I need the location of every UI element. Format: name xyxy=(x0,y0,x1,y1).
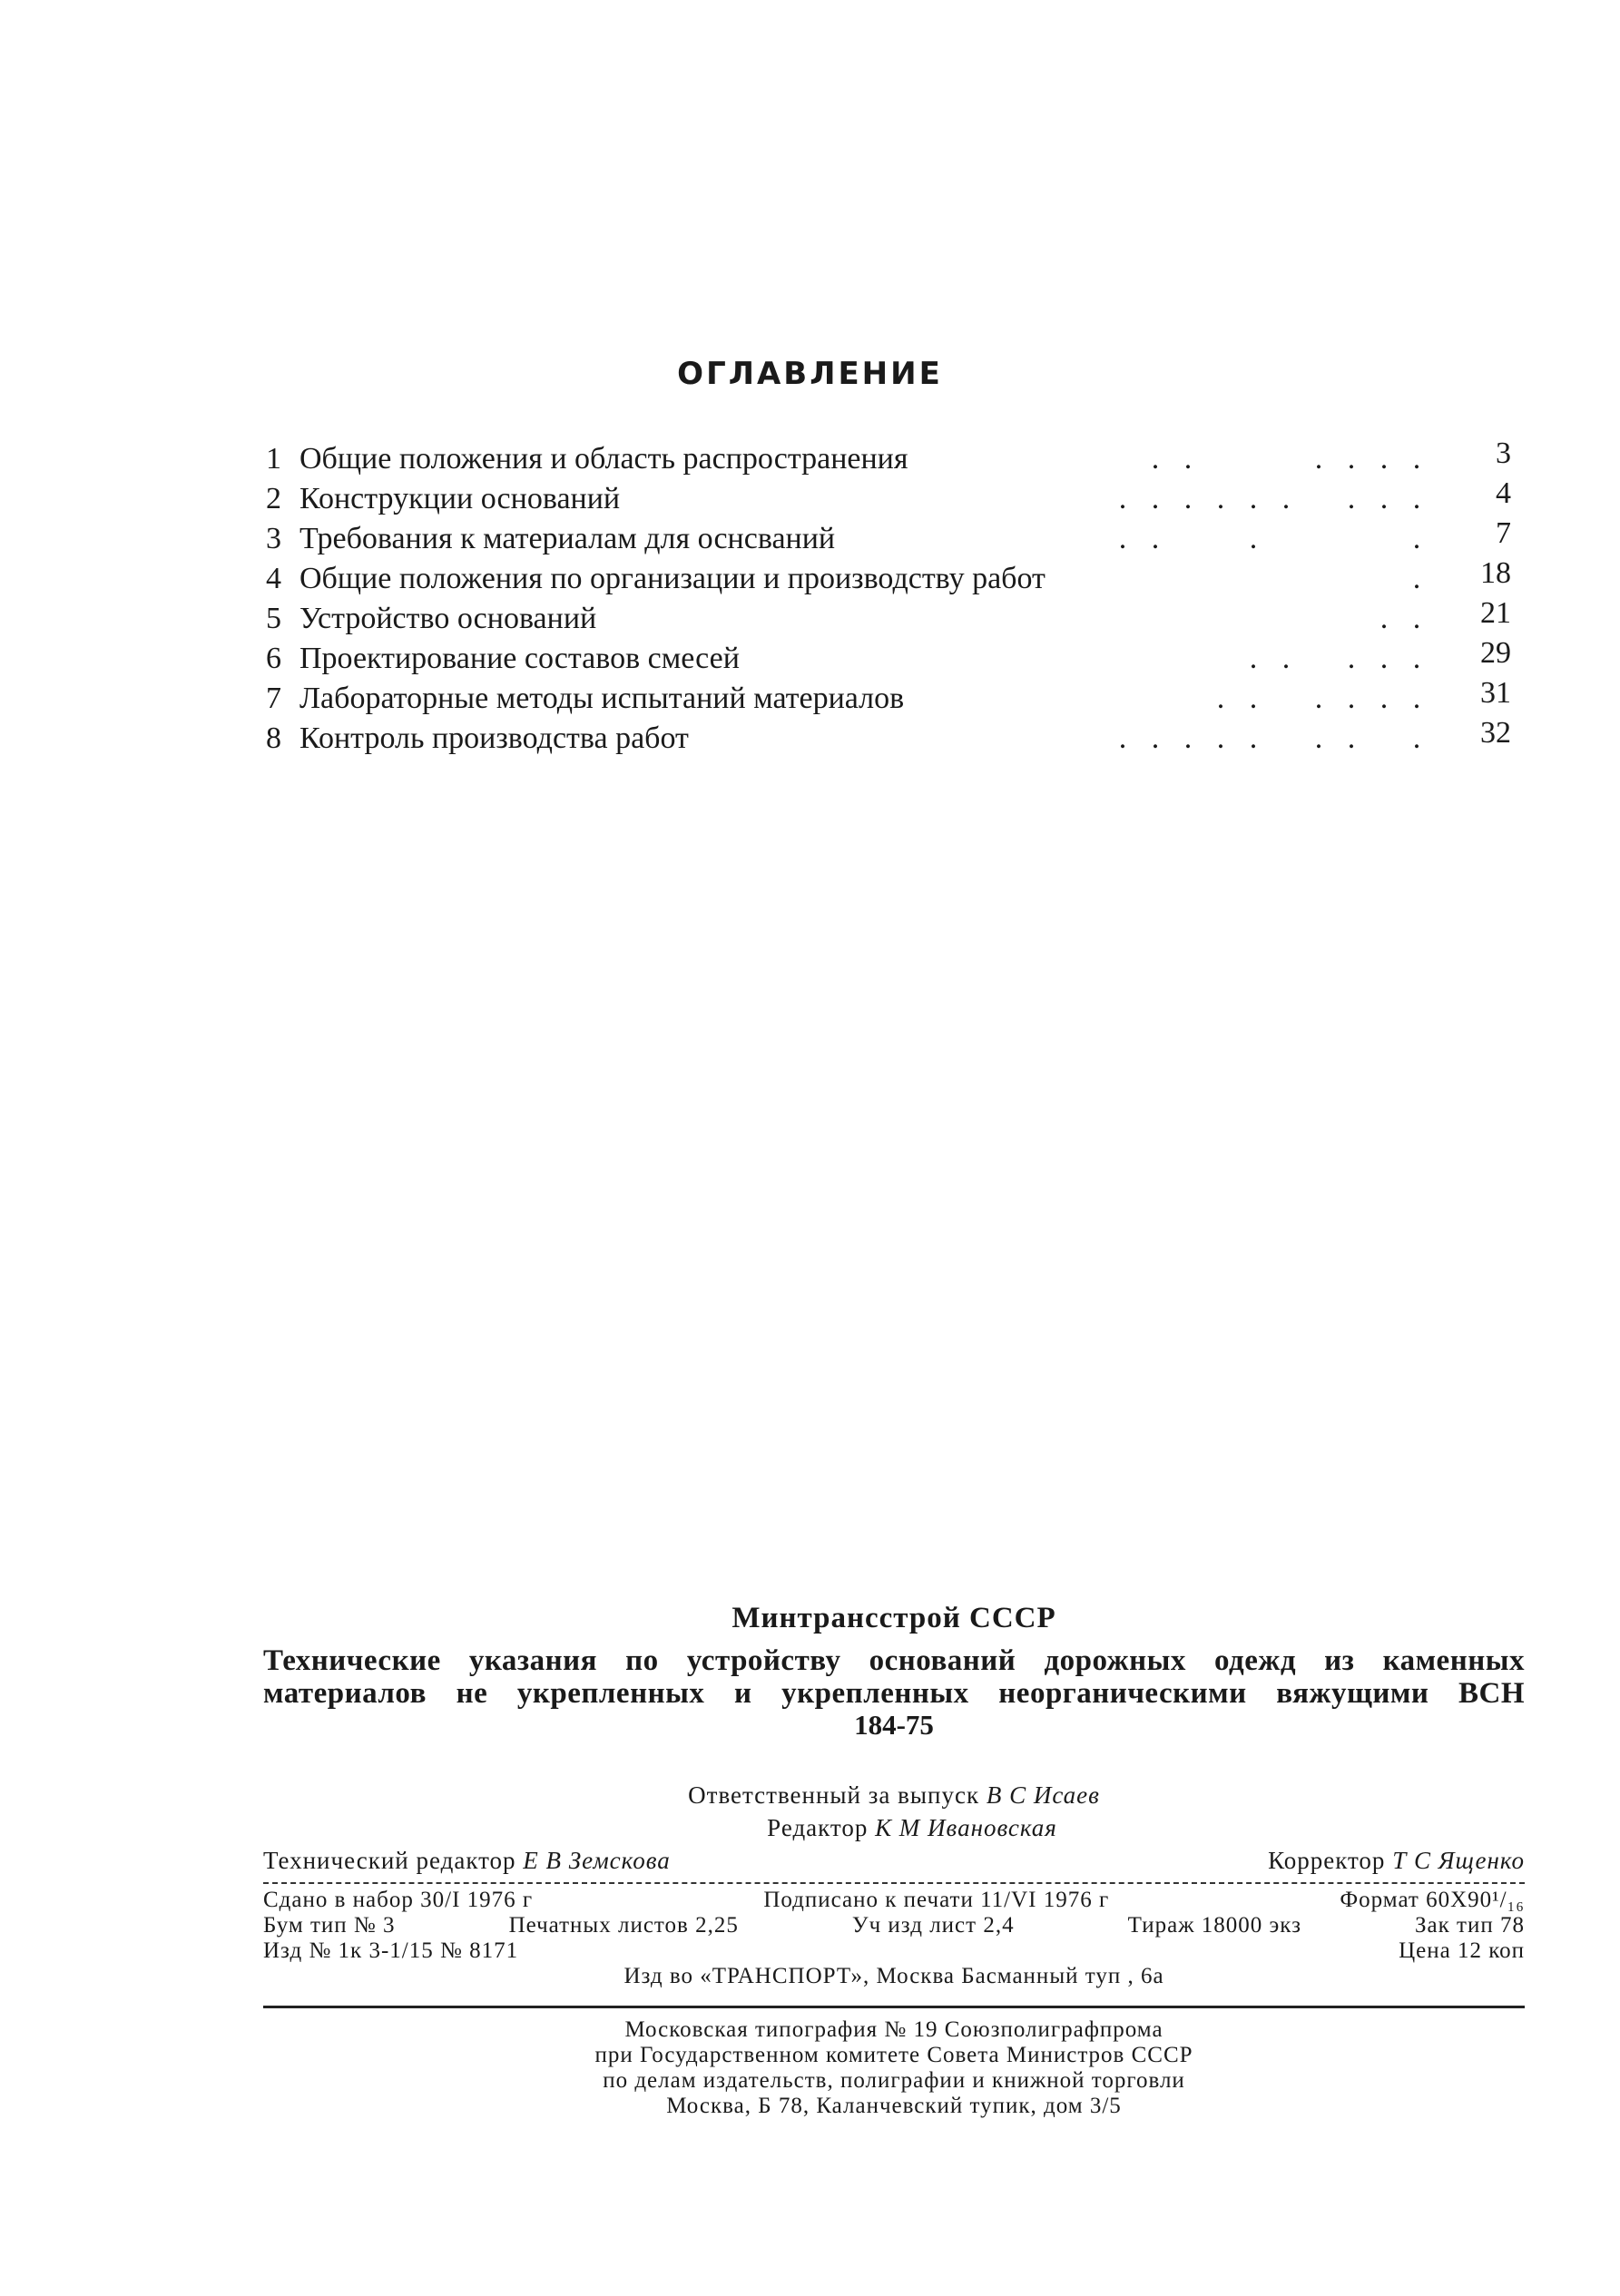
toc-item-number: 4 xyxy=(266,562,281,595)
toc-item-page: 32 xyxy=(1480,716,1511,750)
spec-edition-number: Изд № 1к 3-1/15 № 8171 xyxy=(263,1938,519,1963)
divider-solid xyxy=(263,2006,1525,2008)
toc-item-title: Устройство оснований xyxy=(299,602,597,635)
toc-leader-dots: . . . . xyxy=(1118,522,1421,555)
spec-line-2 xyxy=(263,1913,1525,1938)
toc-leader-dots: . xyxy=(1412,562,1421,595)
tech-editor-proofreader-line xyxy=(263,1844,1525,1877)
ministry-name: Минтрансстрой СССР xyxy=(731,1602,1056,1634)
responsible-name: В С Исаев xyxy=(986,1781,1100,1809)
toc-item xyxy=(254,596,1511,639)
proofreader xyxy=(1268,1844,1525,1877)
toc-item-title: Контроль производства работ xyxy=(299,721,689,755)
tech-editor-name: Е В Земскова xyxy=(523,1847,671,1874)
printer-line-1: Московская типография № 19 Союзполиграфпрома xyxy=(624,2017,1163,2042)
toc-item-number: 7 xyxy=(266,682,281,715)
imprint xyxy=(263,1602,1525,2119)
toc-item-title: Общие положения и область распространения xyxy=(299,442,908,476)
spec-price: Цена 12 коп xyxy=(1399,1938,1525,1963)
spec-line-1 xyxy=(263,1888,1525,1913)
toc-item-title: Конструкции оснований xyxy=(299,482,621,515)
toc-item-page: 18 xyxy=(1480,556,1511,590)
spec-publisher-sheets: Уч изд лист 2,4 xyxy=(851,1913,1015,1938)
toc-item xyxy=(254,676,1511,719)
spec-signed-date: Подписано к печати 11/VI 1976 г xyxy=(763,1888,1110,1912)
proofreader-name: Т С Ященко xyxy=(1392,1847,1525,1874)
spec-line-3 xyxy=(263,1938,1525,1964)
print-specs xyxy=(263,1888,1525,1989)
tech-editor-label: Технический редактор xyxy=(263,1847,516,1874)
printer-info xyxy=(263,2017,1525,2119)
editor-name: К М Ивановская xyxy=(875,1814,1057,1841)
responsible-line xyxy=(263,1779,1525,1811)
document-title-line-2: материалов не укрепленных и укрепленных неорганическими вяжущими ВСН xyxy=(263,1677,1525,1710)
spec-typeset-date: Сдано в набор 30/I 1976 г xyxy=(263,1888,534,1912)
spec-order: Зак тип 78 xyxy=(1415,1913,1525,1938)
toc-item xyxy=(254,716,1511,759)
toc-item-page: 21 xyxy=(1480,596,1511,630)
spec-paper: Бум тип № 3 xyxy=(263,1913,396,1938)
spec-print-run: Тираж 18000 экз xyxy=(1127,1913,1301,1938)
spec-format: Формат 60Х90¹/₁₆ xyxy=(1340,1888,1525,1912)
divider-dashed xyxy=(263,1882,1525,1884)
document-title-line-1: Технические указания по устройству оснований дорожных одежд из каменных xyxy=(263,1644,1525,1677)
toc-item-number: 1 xyxy=(266,442,281,476)
toc-item-title: Проектирование составов смесей xyxy=(299,642,740,675)
toc-item-number: 6 xyxy=(266,642,281,675)
proofreader-label: Корректор xyxy=(1268,1847,1386,1874)
toc-item-title: Требования к материалам для оснсваний xyxy=(299,522,836,555)
toc-item-number: 2 xyxy=(266,482,281,515)
toc-leader-dots: . . xyxy=(1379,602,1421,635)
document-code: 184-75 xyxy=(854,1709,934,1741)
toc-item-page: 7 xyxy=(1496,516,1511,550)
editor-line xyxy=(263,1811,1525,1844)
responsible-label: Ответственный за выпуск xyxy=(688,1781,980,1809)
toc-item xyxy=(254,439,1511,479)
spec-printed-sheets: Печатных листов 2,25 xyxy=(508,1913,739,1938)
toc-item-title: Лабораторные методы испытаний материалов xyxy=(299,682,905,715)
toc-leader-dots: . . . . . . . . . xyxy=(1118,482,1421,515)
editor-label: Редактор xyxy=(767,1814,869,1841)
toc-item-page: 4 xyxy=(1496,476,1511,510)
toc-leader-dots: . . . . . . . . xyxy=(1118,721,1421,755)
toc-item-page: 3 xyxy=(1496,437,1511,470)
toc-item-page: 31 xyxy=(1480,676,1511,710)
printer-line-2: при Государственном комитете Совета Министров СССР xyxy=(594,2043,1193,2067)
printer-line-3: по делам издательств, полиграфии и книжной торговли xyxy=(603,2068,1185,2093)
toc-item xyxy=(254,516,1511,559)
toc-item xyxy=(254,476,1511,519)
tech-editor xyxy=(263,1844,671,1877)
publisher-address: Изд во «ТРАНСПОРТ», Москва Басманный туп , 6а xyxy=(623,1964,1164,1988)
table-of-contents xyxy=(254,439,1511,759)
toc-leader-dots: . . . . . xyxy=(1249,642,1421,675)
toc-leader-dots: . . . . . . xyxy=(1151,442,1421,476)
toc-leader-dots: . . . . . . xyxy=(1216,682,1421,715)
toc-item-number: 8 xyxy=(266,721,281,755)
toc-item-number: 3 xyxy=(266,522,281,555)
printer-line-4: Москва, Б 78, Каланчевский тупик, дом 3/5 xyxy=(666,2094,1122,2118)
toc-item-page: 29 xyxy=(1480,636,1511,670)
toc-item-number: 5 xyxy=(266,602,281,635)
toc-item xyxy=(254,556,1511,599)
toc-title: ОГЛАВЛЕНИЕ xyxy=(677,356,943,392)
credits xyxy=(263,1779,1525,1877)
toc-item-title: Общие положения по организации и производству работ xyxy=(299,562,1046,595)
toc-item xyxy=(254,636,1511,679)
